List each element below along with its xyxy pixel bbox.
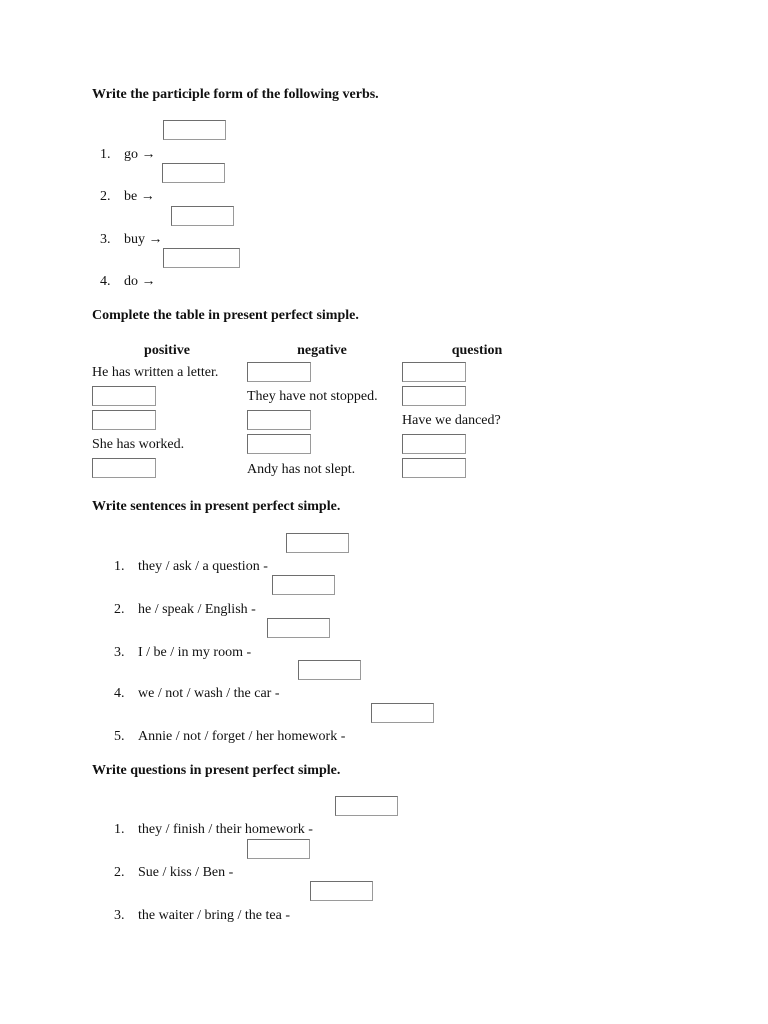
participle-answer-2[interactable] (162, 163, 225, 183)
item-number: 3. (114, 645, 125, 660)
table-heading: Complete the table in present perfect simple. (92, 308, 359, 323)
item-number: 1. (114, 559, 125, 574)
item-text: do → (124, 274, 156, 289)
sentence-item-3 (114, 645, 251, 661)
table-input-question[interactable] (402, 386, 466, 406)
participle-item-4 (100, 274, 156, 290)
questions-heading: Write questions in present perfect simple. (92, 763, 341, 778)
sentence-item-4 (114, 686, 280, 702)
sentence-answer-5[interactable] (371, 703, 434, 723)
table-input-question[interactable] (402, 458, 466, 478)
question-item-3 (114, 908, 290, 924)
table-cell-positive: She has worked. (92, 437, 185, 452)
item-text: be → (124, 189, 155, 204)
item-text: I / be / in my room - (138, 645, 252, 660)
item-text: he / speak / English - (138, 602, 256, 617)
item-number: 4. (100, 274, 111, 289)
sentence-answer-3[interactable] (267, 618, 330, 638)
item-text: Annie / not / forget / her homework - (138, 729, 346, 744)
item-number: 2. (100, 189, 111, 204)
table-input-negative[interactable] (247, 434, 311, 454)
question-answer-2[interactable] (247, 839, 310, 859)
table-input-positive[interactable] (92, 386, 156, 406)
question-item-2 (114, 865, 233, 881)
item-number: 3. (114, 908, 125, 923)
item-text: the waiter / bring / the tea - (138, 908, 290, 923)
participle-heading: Write the participle form of the following verbs. (92, 87, 379, 102)
participle-answer-4[interactable] (163, 248, 240, 268)
item-text: buy → (124, 232, 163, 247)
item-text: Sue / kiss / Ben - (138, 865, 234, 880)
table-input-question[interactable] (402, 434, 466, 454)
item-text: they / ask / a question - (138, 559, 268, 574)
sentences-heading: Write sentences in present perfect simple. (92, 499, 341, 514)
item-number: 1. (114, 822, 125, 837)
participle-item-1 (100, 147, 156, 163)
table-input-positive[interactable] (92, 410, 156, 430)
item-text: go → (124, 147, 156, 162)
table-input-question[interactable] (402, 362, 466, 382)
question-answer-3[interactable] (310, 881, 373, 901)
table-header-negative: negative (297, 343, 347, 358)
table-input-negative[interactable] (247, 410, 311, 430)
item-number: 4. (114, 686, 125, 701)
item-text: they / finish / their homework - (138, 822, 313, 837)
item-number: 1. (100, 147, 111, 162)
question-item-1 (114, 822, 313, 838)
item-number: 3. (100, 232, 111, 247)
sentence-answer-4[interactable] (298, 660, 361, 680)
table-cell-negative: Andy has not slept. (247, 462, 356, 477)
item-number: 5. (114, 729, 125, 744)
sentence-answer-1[interactable] (286, 533, 349, 553)
sentence-item-2 (114, 602, 256, 618)
table-input-positive[interactable] (92, 458, 156, 478)
participle-item-2 (100, 189, 155, 205)
question-answer-1[interactable] (335, 796, 398, 816)
participle-item-3 (100, 232, 163, 248)
table-header-positive: positive (144, 343, 190, 358)
participle-answer-3[interactable] (171, 206, 234, 226)
sentence-item-5 (114, 729, 345, 745)
sentence-item-1 (114, 559, 268, 575)
participle-answer-1[interactable] (163, 120, 226, 140)
item-text: we / not / wash / the car - (138, 686, 280, 701)
table-input-negative[interactable] (247, 362, 311, 382)
item-number: 2. (114, 865, 125, 880)
table-cell-negative: They have not stopped. (247, 389, 378, 404)
table-cell-positive: He has written a letter. (92, 365, 219, 380)
sentence-answer-2[interactable] (272, 575, 335, 595)
table-cell-question: Have we danced? (402, 413, 501, 428)
item-number: 2. (114, 602, 125, 617)
table-header-question: question (451, 343, 503, 358)
